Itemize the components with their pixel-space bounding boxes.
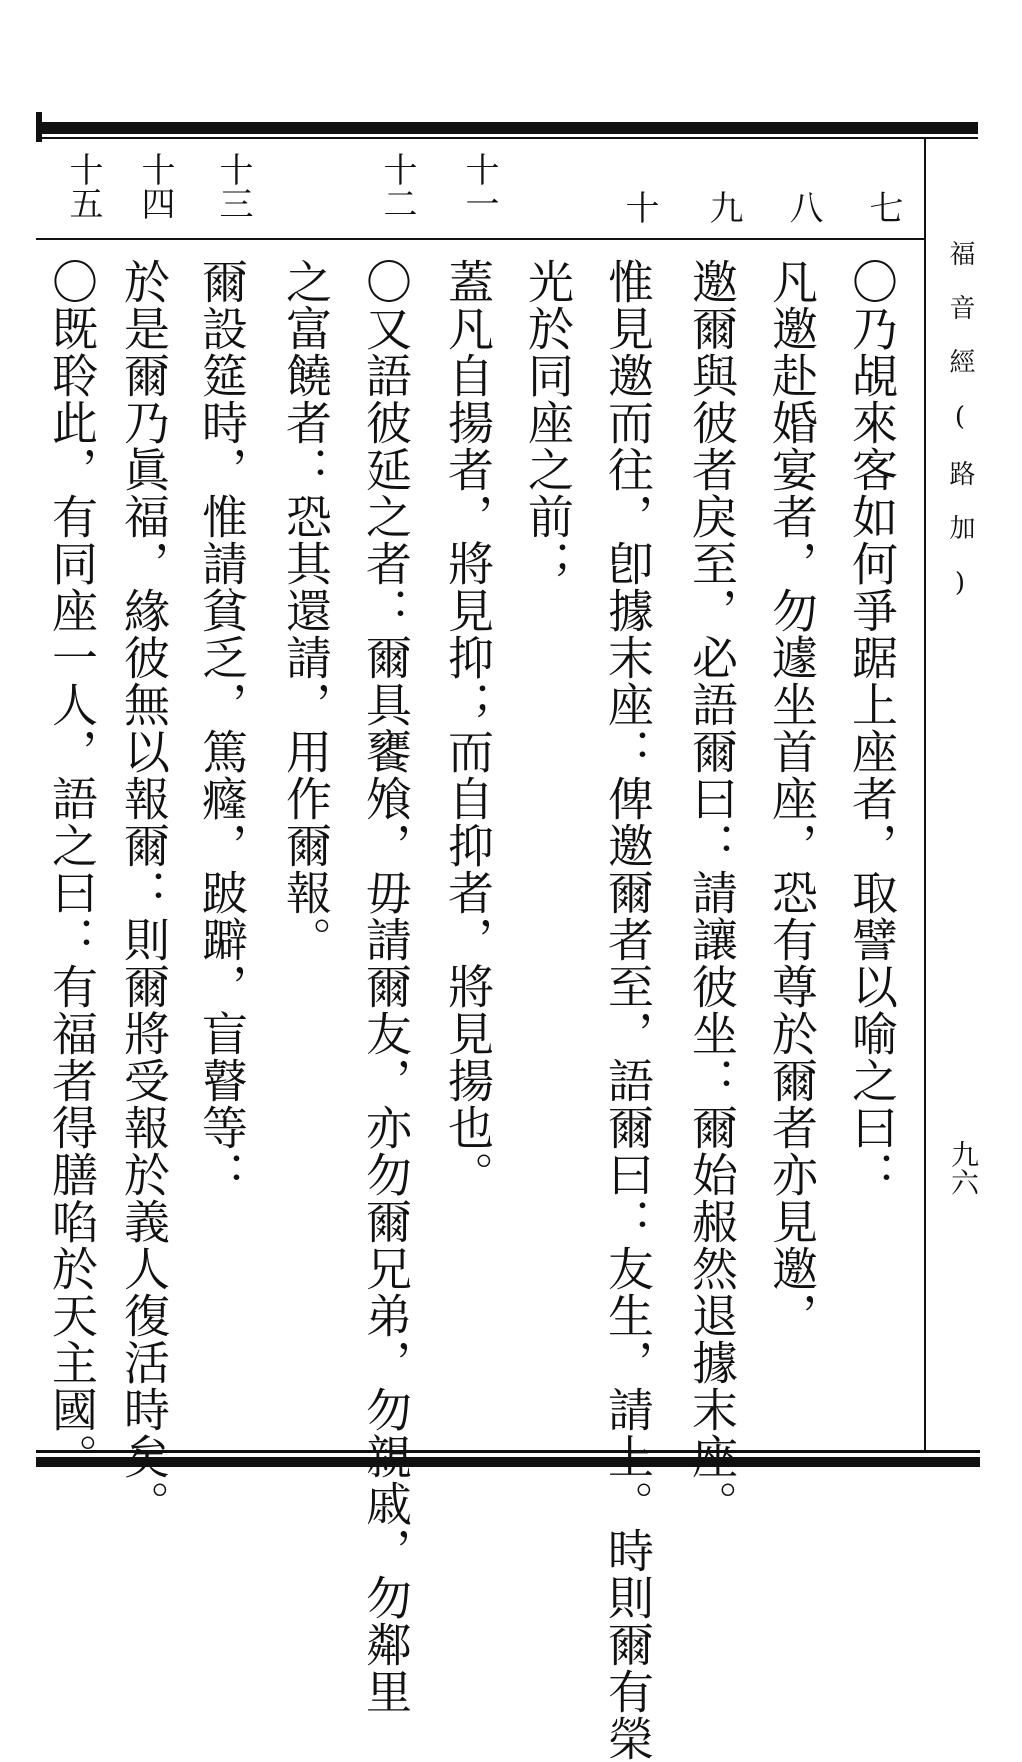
verse-number-7: 七 — [863, 190, 903, 224]
verse-number-13: 十三 — [213, 152, 253, 220]
verse-number-14: 十四 — [135, 152, 175, 220]
text-column-9: 爾設筵時，惟請貧乏，篤癃，跛躃，盲瞽等： — [195, 258, 249, 1198]
verse-number-12: 十二 — [377, 152, 417, 220]
text-column-5: 光於同座之前； — [521, 258, 575, 587]
verse-number-15: 十五 — [63, 152, 103, 220]
text-column-2: 凡邀赴婚宴者，勿遽坐首座，恐有尊於爾者亦見邀， — [765, 258, 819, 1339]
text-column-3: 邀爾與彼者戾至，必語爾曰：請讓彼坐：爾始赧然退據末座。 — [685, 258, 739, 1527]
bottom-border-thick — [36, 1457, 980, 1467]
top-border-thick — [36, 122, 978, 134]
text-column-8: 之富饒者：恐其還請，用作爾報。 — [279, 258, 333, 963]
top-border-thin — [36, 137, 978, 139]
verse-number-11: 十一 — [459, 152, 499, 220]
verse-number-8: 八 — [783, 190, 823, 224]
running-title: 福音經(路加) — [945, 240, 975, 626]
text-column-1: 〇乃覘來客如何爭踞上座者，取譬以喻之曰： — [845, 258, 899, 1198]
margin-divider — [924, 139, 926, 1450]
verse-number-divider — [36, 238, 924, 240]
verse-number-9: 九 — [703, 190, 743, 224]
text-column-7: 〇又語彼延之者：爾具饔飧，毋請爾友，亦勿爾兄弟，勿親戚，勿鄰里 — [359, 258, 413, 1715]
text-column-4: 惟見邀而往，卽據末座：俾邀爾者至，語爾曰：友生，請上。時則爾有榮 — [601, 258, 655, 1762]
text-column-11: 〇既聆此，有同座一人，語之曰：有福者得膳啗於天主國。 — [45, 258, 99, 1480]
text-column-6: 蓋凡自揚者，將見抑；而自抑者，將見揚也。 — [441, 258, 495, 1198]
verse-number-10: 十 — [619, 190, 659, 224]
text-column-10: 於是爾乃眞福，緣彼無以報爾：則爾將受報於義人復活時矣。 — [117, 258, 171, 1527]
bottom-border-thin — [36, 1450, 980, 1453]
page-number: 九六 — [947, 1140, 980, 1196]
